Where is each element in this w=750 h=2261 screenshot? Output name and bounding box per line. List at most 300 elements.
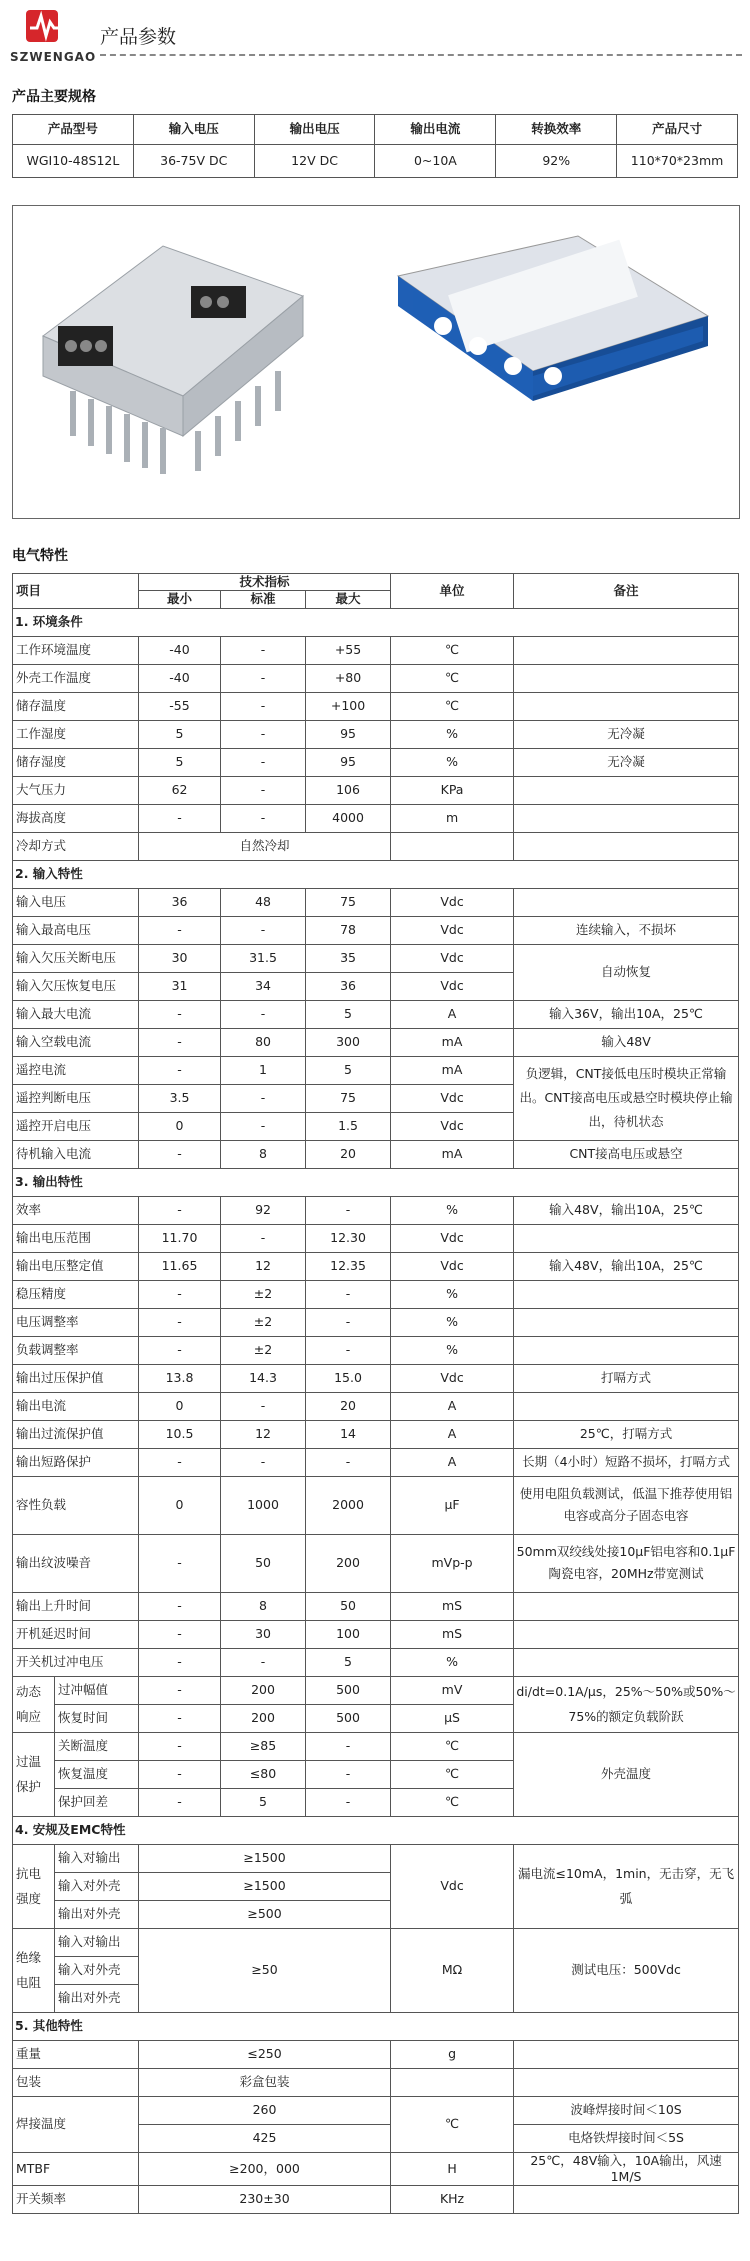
cell-min: -: [139, 1280, 221, 1308]
cell-typ: 8: [221, 1592, 306, 1620]
cell-max: 78: [306, 916, 391, 944]
cell-min: -: [139, 916, 221, 944]
table-row: [13, 1732, 739, 1760]
table-row: [13, 1224, 739, 1252]
cell-min: 0: [139, 1392, 221, 1420]
cell-min: -: [139, 1788, 221, 1816]
cell-min: -: [139, 1760, 221, 1788]
cell-typ: 1000: [221, 1476, 306, 1534]
param-name: 输入对输出: [55, 1928, 139, 1956]
cell-note: [514, 636, 739, 664]
header-note: 备注: [514, 574, 739, 609]
param-name: 效率: [13, 1196, 139, 1224]
cell-unit: Vdc: [391, 1112, 514, 1140]
cell-unit: [391, 832, 514, 860]
cell-min: 11.65: [139, 1252, 221, 1280]
cell-note: [514, 1620, 739, 1648]
cell-max: +80: [306, 664, 391, 692]
table-row: [13, 888, 739, 916]
cell-note: 电烙铁焊接时间＜5S: [514, 2124, 739, 2152]
cell-unit: %: [391, 748, 514, 776]
cell-note: [514, 804, 739, 832]
group-label: 抗电强度: [13, 1844, 55, 1928]
table-row: [13, 1308, 739, 1336]
cell-merged: 自然冷却: [139, 832, 391, 860]
cell-max: 20: [306, 1392, 391, 1420]
cell-max: -: [306, 1308, 391, 1336]
table-row: [13, 944, 739, 972]
cell-note: [514, 888, 739, 916]
cell-max: -: [306, 1280, 391, 1308]
param-name: 冷却方式: [13, 832, 139, 860]
cell-min: 11.70: [139, 1224, 221, 1252]
param-name: 稳压精度: [13, 1280, 139, 1308]
cell-note: 输入48V，输出10A，25℃: [514, 1196, 739, 1224]
cell-note: 外壳温度: [514, 1732, 739, 1816]
cell-note: 无冷凝: [514, 720, 739, 748]
cell-min: -40: [139, 664, 221, 692]
cell-min: -: [139, 1676, 221, 1704]
cell-unit: KPa: [391, 776, 514, 804]
cell-min: -: [139, 1648, 221, 1676]
param-name: 开关机过冲电压: [13, 1648, 139, 1676]
cell-note: 无冷凝: [514, 748, 739, 776]
cell-min: -: [139, 1620, 221, 1648]
section-label: 3. 输出特性: [13, 1168, 739, 1196]
cell-max: 5: [306, 1000, 391, 1028]
cell-unit: ℃: [391, 636, 514, 664]
elec-header-row: [13, 574, 739, 591]
cell-min: -55: [139, 692, 221, 720]
cell-typ: -: [221, 776, 306, 804]
spec-value-row: [13, 145, 738, 178]
group-label: 绝缘电阻: [13, 1928, 55, 2012]
cell-typ: 92: [221, 1196, 306, 1224]
cell-typ: -: [221, 1648, 306, 1676]
header-item: 项目: [13, 574, 139, 609]
param-name: 工作环境温度: [13, 636, 139, 664]
param-name: 电压调整率: [13, 1308, 139, 1336]
cell-unit: Vdc: [391, 944, 514, 972]
cell-merged: 230±30: [139, 2186, 391, 2214]
cell-unit: mA: [391, 1140, 514, 1168]
cell-unit: KHz: [391, 2186, 514, 2214]
cell-typ: 12: [221, 1252, 306, 1280]
header: [0, 0, 750, 72]
cell-max: -: [306, 1788, 391, 1816]
cell-note: 漏电流≤10mA，1min，无击穿，无飞弧: [514, 1844, 739, 1928]
cell-note: 50mm双绞线处接10μF铝电容和0.1μF陶瓷电容，20MHz带宽测试: [514, 1534, 739, 1592]
table-row: [13, 2096, 739, 2124]
header-divider: [100, 54, 742, 56]
spec-value-cell: 92%: [496, 145, 617, 178]
cell-merged: ≥200，000: [139, 2152, 391, 2186]
cell-unit: [391, 2068, 514, 2096]
param-name: 输入对外壳: [55, 1872, 139, 1900]
spec-table: [12, 114, 738, 178]
section-label: 2. 输入特性: [13, 860, 739, 888]
cell-max: 5: [306, 1056, 391, 1084]
cell-typ: -: [221, 1448, 306, 1476]
spec-header-cell: 输入电压: [133, 115, 254, 145]
cell-max: 1.5: [306, 1112, 391, 1140]
cell-note: 使用电阻负载测试，低温下推荐使用铝电容或高分子固态电容: [514, 1476, 739, 1534]
table-row: [13, 748, 739, 776]
spec-header-row: [13, 115, 738, 145]
cell-max: -: [306, 1336, 391, 1364]
cell-unit: Vdc: [391, 916, 514, 944]
cell-note: 打嗝方式: [514, 1364, 739, 1392]
cell-note: [514, 1648, 739, 1676]
cell-note: 输入48V，输出10A，25℃: [514, 1252, 739, 1280]
cell-max: -: [306, 1196, 391, 1224]
spec-value-cell: 0~10A: [375, 145, 496, 178]
cell-max: 15.0: [306, 1364, 391, 1392]
cell-min: 5: [139, 748, 221, 776]
spec-header-cell: 输出电流: [375, 115, 496, 145]
param-name: 恢复温度: [55, 1760, 139, 1788]
cell-min: -: [139, 1000, 221, 1028]
cell-unit: %: [391, 1196, 514, 1224]
cell-max: 75: [306, 888, 391, 916]
cell-unit: %: [391, 1648, 514, 1676]
product-photo: [12, 205, 740, 519]
table-row: [13, 1648, 739, 1676]
table-row: [13, 1928, 739, 1956]
param-name: 输出电压范围: [13, 1224, 139, 1252]
cell-min: 0: [139, 1476, 221, 1534]
cell-note: 负逻辑，CNT接低电压时模块正常输出。CNT接高电压或悬空时模块停止输出，待机状态: [514, 1056, 739, 1140]
spec-value-cell: 110*70*23mm: [617, 145, 738, 178]
table-row: [13, 1280, 739, 1308]
spec-value-cell: 36-75V DC: [133, 145, 254, 178]
packaging-box-image: [398, 236, 708, 401]
cell-min: -: [139, 1704, 221, 1732]
cell-unit: Vdc: [391, 888, 514, 916]
param-name: 开关频率: [13, 2186, 139, 2214]
cell-min: -: [139, 1028, 221, 1056]
table-row: [13, 2068, 739, 2096]
cell-typ: ±2: [221, 1280, 306, 1308]
param-name: 输出对外壳: [55, 1900, 139, 1928]
param-name: 输出纹波噪音: [13, 1534, 139, 1592]
param-name: 保护回差: [55, 1788, 139, 1816]
cell-typ: ≥85: [221, 1732, 306, 1760]
table-row: [13, 1392, 739, 1420]
cell-note: [514, 1224, 739, 1252]
param-name: MTBF: [13, 2152, 139, 2186]
spec-section-title: 产品主要规格: [12, 89, 96, 105]
cell-max: -: [306, 1732, 391, 1760]
section-row: [13, 860, 739, 888]
cell-max: 95: [306, 748, 391, 776]
brand-logo: [10, 6, 97, 64]
cell-unit: ℃: [391, 1788, 514, 1816]
cell-max: 35: [306, 944, 391, 972]
cell-max: 500: [306, 1704, 391, 1732]
cell-min: 30: [139, 944, 221, 972]
cell-note: 输入48V: [514, 1028, 739, 1056]
cell-min: 0: [139, 1112, 221, 1140]
cell-note: [514, 692, 739, 720]
table-row: [13, 776, 739, 804]
cell-note: di/dt=0.1A/μs，25%～50%或50%～75%的额定负载阶跃: [514, 1676, 739, 1732]
param-name: 输出电压整定值: [13, 1252, 139, 1280]
cell-typ: 8: [221, 1140, 306, 1168]
table-row: [13, 1196, 739, 1224]
cell-typ: -: [221, 692, 306, 720]
param-name: 焊接温度: [13, 2096, 139, 2152]
spec-header-cell: 转换效率: [496, 115, 617, 145]
cell-typ: 30: [221, 1620, 306, 1648]
cell-min: -: [139, 1056, 221, 1084]
table-row: [13, 1364, 739, 1392]
param-name: 大气压力: [13, 776, 139, 804]
cell-max: 200: [306, 1534, 391, 1592]
param-name: 开机延迟时间: [13, 1620, 139, 1648]
param-name: 负载调整率: [13, 1336, 139, 1364]
cell-max: 20: [306, 1140, 391, 1168]
cell-typ: 34: [221, 972, 306, 1000]
cell-unit: Vdc: [391, 1364, 514, 1392]
cell-note: 输入36V，输出10A，25℃: [514, 1000, 739, 1028]
cell-merged: ≥1500: [139, 1872, 391, 1900]
param-name: 输入最高电压: [13, 916, 139, 944]
param-name: 储存温度: [13, 692, 139, 720]
param-name: 输出电流: [13, 1392, 139, 1420]
header-typ: 标准: [221, 591, 306, 608]
param-name: 输出上升时间: [13, 1592, 139, 1620]
cell-typ: 50: [221, 1534, 306, 1592]
product-photo-illustration: [13, 206, 739, 518]
cell-note: [514, 1308, 739, 1336]
cell-note: [514, 1336, 739, 1364]
cell-typ: ±2: [221, 1308, 306, 1336]
table-row: [13, 692, 739, 720]
spec-header-cell: 产品尺寸: [617, 115, 738, 145]
cell-note: [514, 1280, 739, 1308]
cell-max: 14: [306, 1420, 391, 1448]
table-row: [13, 1028, 739, 1056]
param-name: 恢复时间: [55, 1704, 139, 1732]
cell-unit: ℃: [391, 1732, 514, 1760]
cell-unit: g: [391, 2040, 514, 2068]
cell-note: 自动恢复: [514, 944, 739, 1000]
cell-min: -: [139, 804, 221, 832]
param-name: 包装: [13, 2068, 139, 2096]
cell-unit: %: [391, 1280, 514, 1308]
cell-typ: 80: [221, 1028, 306, 1056]
cell-note: [514, 832, 739, 860]
cell-unit: Vdc: [391, 1252, 514, 1280]
header-max: 最大: [306, 591, 391, 608]
table-row: [13, 1676, 739, 1704]
param-name: 输出过流保护值: [13, 1420, 139, 1448]
cell-note: [514, 2040, 739, 2068]
cell-max: -: [306, 1448, 391, 1476]
table-row: [13, 1000, 739, 1028]
param-name: 容性负载: [13, 1476, 139, 1534]
cell-unit: ℃: [391, 664, 514, 692]
cell-unit: mA: [391, 1028, 514, 1056]
cell-note: [514, 1392, 739, 1420]
cell-typ: ±2: [221, 1336, 306, 1364]
section-label: 1. 环境条件: [13, 608, 739, 636]
cell-min: -: [139, 1448, 221, 1476]
param-name: 输入电压: [13, 888, 139, 916]
cell-typ: -: [221, 720, 306, 748]
section-row: [13, 1168, 739, 1196]
cell-unit: m: [391, 804, 514, 832]
param-name: 待机输入电流: [13, 1140, 139, 1168]
param-name: 遥控判断电压: [13, 1084, 139, 1112]
cell-typ: 5: [221, 1788, 306, 1816]
cell-max: 5: [306, 1648, 391, 1676]
table-row: [13, 2040, 739, 2068]
cell-min: -: [139, 1336, 221, 1364]
param-name: 外壳工作温度: [13, 664, 139, 692]
cell-min: 10.5: [139, 1420, 221, 1448]
group-label: 动态响应: [13, 1676, 55, 1732]
table-row: [13, 804, 739, 832]
cell-max: 106: [306, 776, 391, 804]
cell-typ: -: [221, 1224, 306, 1252]
header-spec: 技术指标: [139, 574, 391, 591]
table-row: [13, 1448, 739, 1476]
elec-section-title: 电气特性: [12, 548, 68, 564]
cell-typ: 200: [221, 1676, 306, 1704]
cell-typ: 14.3: [221, 1364, 306, 1392]
cell-min: 36: [139, 888, 221, 916]
cell-note: [514, 2068, 739, 2096]
cell-max: 12.35: [306, 1252, 391, 1280]
table-row: [13, 1534, 739, 1592]
table-row: [13, 636, 739, 664]
cell-unit: A: [391, 1000, 514, 1028]
param-name: 工作湿度: [13, 720, 139, 748]
cell-note: 测试电压：500Vdc: [514, 1928, 739, 2012]
cell-max: -: [306, 1760, 391, 1788]
cell-unit: mS: [391, 1592, 514, 1620]
cell-typ: -: [221, 1112, 306, 1140]
cell-max: 4000: [306, 804, 391, 832]
header-min: 最小: [139, 591, 221, 608]
cell-typ: 1: [221, 1056, 306, 1084]
table-row: [13, 2186, 739, 2214]
section-row: [13, 2012, 739, 2040]
param-name: 输出短路保护: [13, 1448, 139, 1476]
logo-mark-icon: [24, 6, 64, 46]
param-name: 储存湿度: [13, 748, 139, 776]
table-row: [13, 1252, 739, 1280]
cell-note: 25℃，48V输入，10A输出，风速1M/S: [514, 2152, 739, 2186]
cell-unit: A: [391, 1420, 514, 1448]
cell-typ: ≤80: [221, 1760, 306, 1788]
table-row: [13, 1420, 739, 1448]
table-row: [13, 720, 739, 748]
cell-note: 25℃，打嗝方式: [514, 1420, 739, 1448]
cell-typ: 48: [221, 888, 306, 916]
converter-module-image: [43, 246, 303, 474]
cell-min: 31: [139, 972, 221, 1000]
table-row: [13, 1336, 739, 1364]
cell-note: [514, 2186, 739, 2214]
cell-unit: mV: [391, 1676, 514, 1704]
cell-max: +55: [306, 636, 391, 664]
cell-note: [514, 776, 739, 804]
param-name: 海拔高度: [13, 804, 139, 832]
cell-unit: Vdc: [391, 1084, 514, 1112]
table-row: [13, 664, 739, 692]
param-name: 过冲幅值: [55, 1676, 139, 1704]
cell-unit: %: [391, 1308, 514, 1336]
cell-typ: -: [221, 748, 306, 776]
cell-note: 波峰焊接时间＜10S: [514, 2096, 739, 2124]
cell-min: -40: [139, 636, 221, 664]
cell-unit: mS: [391, 1620, 514, 1648]
cell-note: 连续输入，不损坏: [514, 916, 739, 944]
group-label: 过温保护: [13, 1732, 55, 1816]
section-label: 4. 安规及EMC特性: [13, 1816, 739, 1844]
table-row: [13, 1140, 739, 1168]
page-title: 产品参数: [100, 26, 177, 48]
spec-value-cell: 12V DC: [254, 145, 375, 178]
header-unit: 单位: [391, 574, 514, 609]
cell-max: 95: [306, 720, 391, 748]
cell-typ: -: [221, 804, 306, 832]
cell-min: -: [139, 1534, 221, 1592]
cell-unit: A: [391, 1392, 514, 1420]
cell-unit: A: [391, 1448, 514, 1476]
cell-merged: 425: [139, 2124, 391, 2152]
param-name: 输出过压保护值: [13, 1364, 139, 1392]
cell-unit: Vdc: [391, 972, 514, 1000]
cell-min: 62: [139, 776, 221, 804]
cell-min: -: [139, 1140, 221, 1168]
cell-note: CNT接高电压或悬空: [514, 1140, 739, 1168]
cell-max: 12.30: [306, 1224, 391, 1252]
cell-unit: H: [391, 2152, 514, 2186]
cell-typ: 200: [221, 1704, 306, 1732]
cell-typ: -: [221, 1392, 306, 1420]
cell-unit: Vdc: [391, 1224, 514, 1252]
cell-unit: mA: [391, 1056, 514, 1084]
param-name: 关断温度: [55, 1732, 139, 1760]
cell-merged: ≥1500: [139, 1844, 391, 1872]
cell-max: 300: [306, 1028, 391, 1056]
elec-table: [12, 573, 739, 2214]
table-row: [13, 1844, 739, 1872]
param-name: 输入欠压关断电压: [13, 944, 139, 972]
cell-unit: μF: [391, 1476, 514, 1534]
table-row: [13, 1592, 739, 1620]
cell-unit: ℃: [391, 1760, 514, 1788]
spec-header-cell: 产品型号: [13, 115, 134, 145]
logo-text: SZWENGAO: [10, 50, 97, 64]
cell-typ: 31.5: [221, 944, 306, 972]
param-name: 遥控开启电压: [13, 1112, 139, 1140]
cell-merged: 260: [139, 2096, 391, 2124]
cell-max: 36: [306, 972, 391, 1000]
cell-unit: μS: [391, 1704, 514, 1732]
cell-min: -: [139, 1592, 221, 1620]
cell-unit: MΩ: [391, 1928, 514, 2012]
cell-merged: ≥50: [139, 1928, 391, 2012]
table-row: [13, 1620, 739, 1648]
param-name: 输出对外壳: [55, 1984, 139, 2012]
cell-min: -: [139, 1308, 221, 1336]
cell-typ: -: [221, 1000, 306, 1028]
